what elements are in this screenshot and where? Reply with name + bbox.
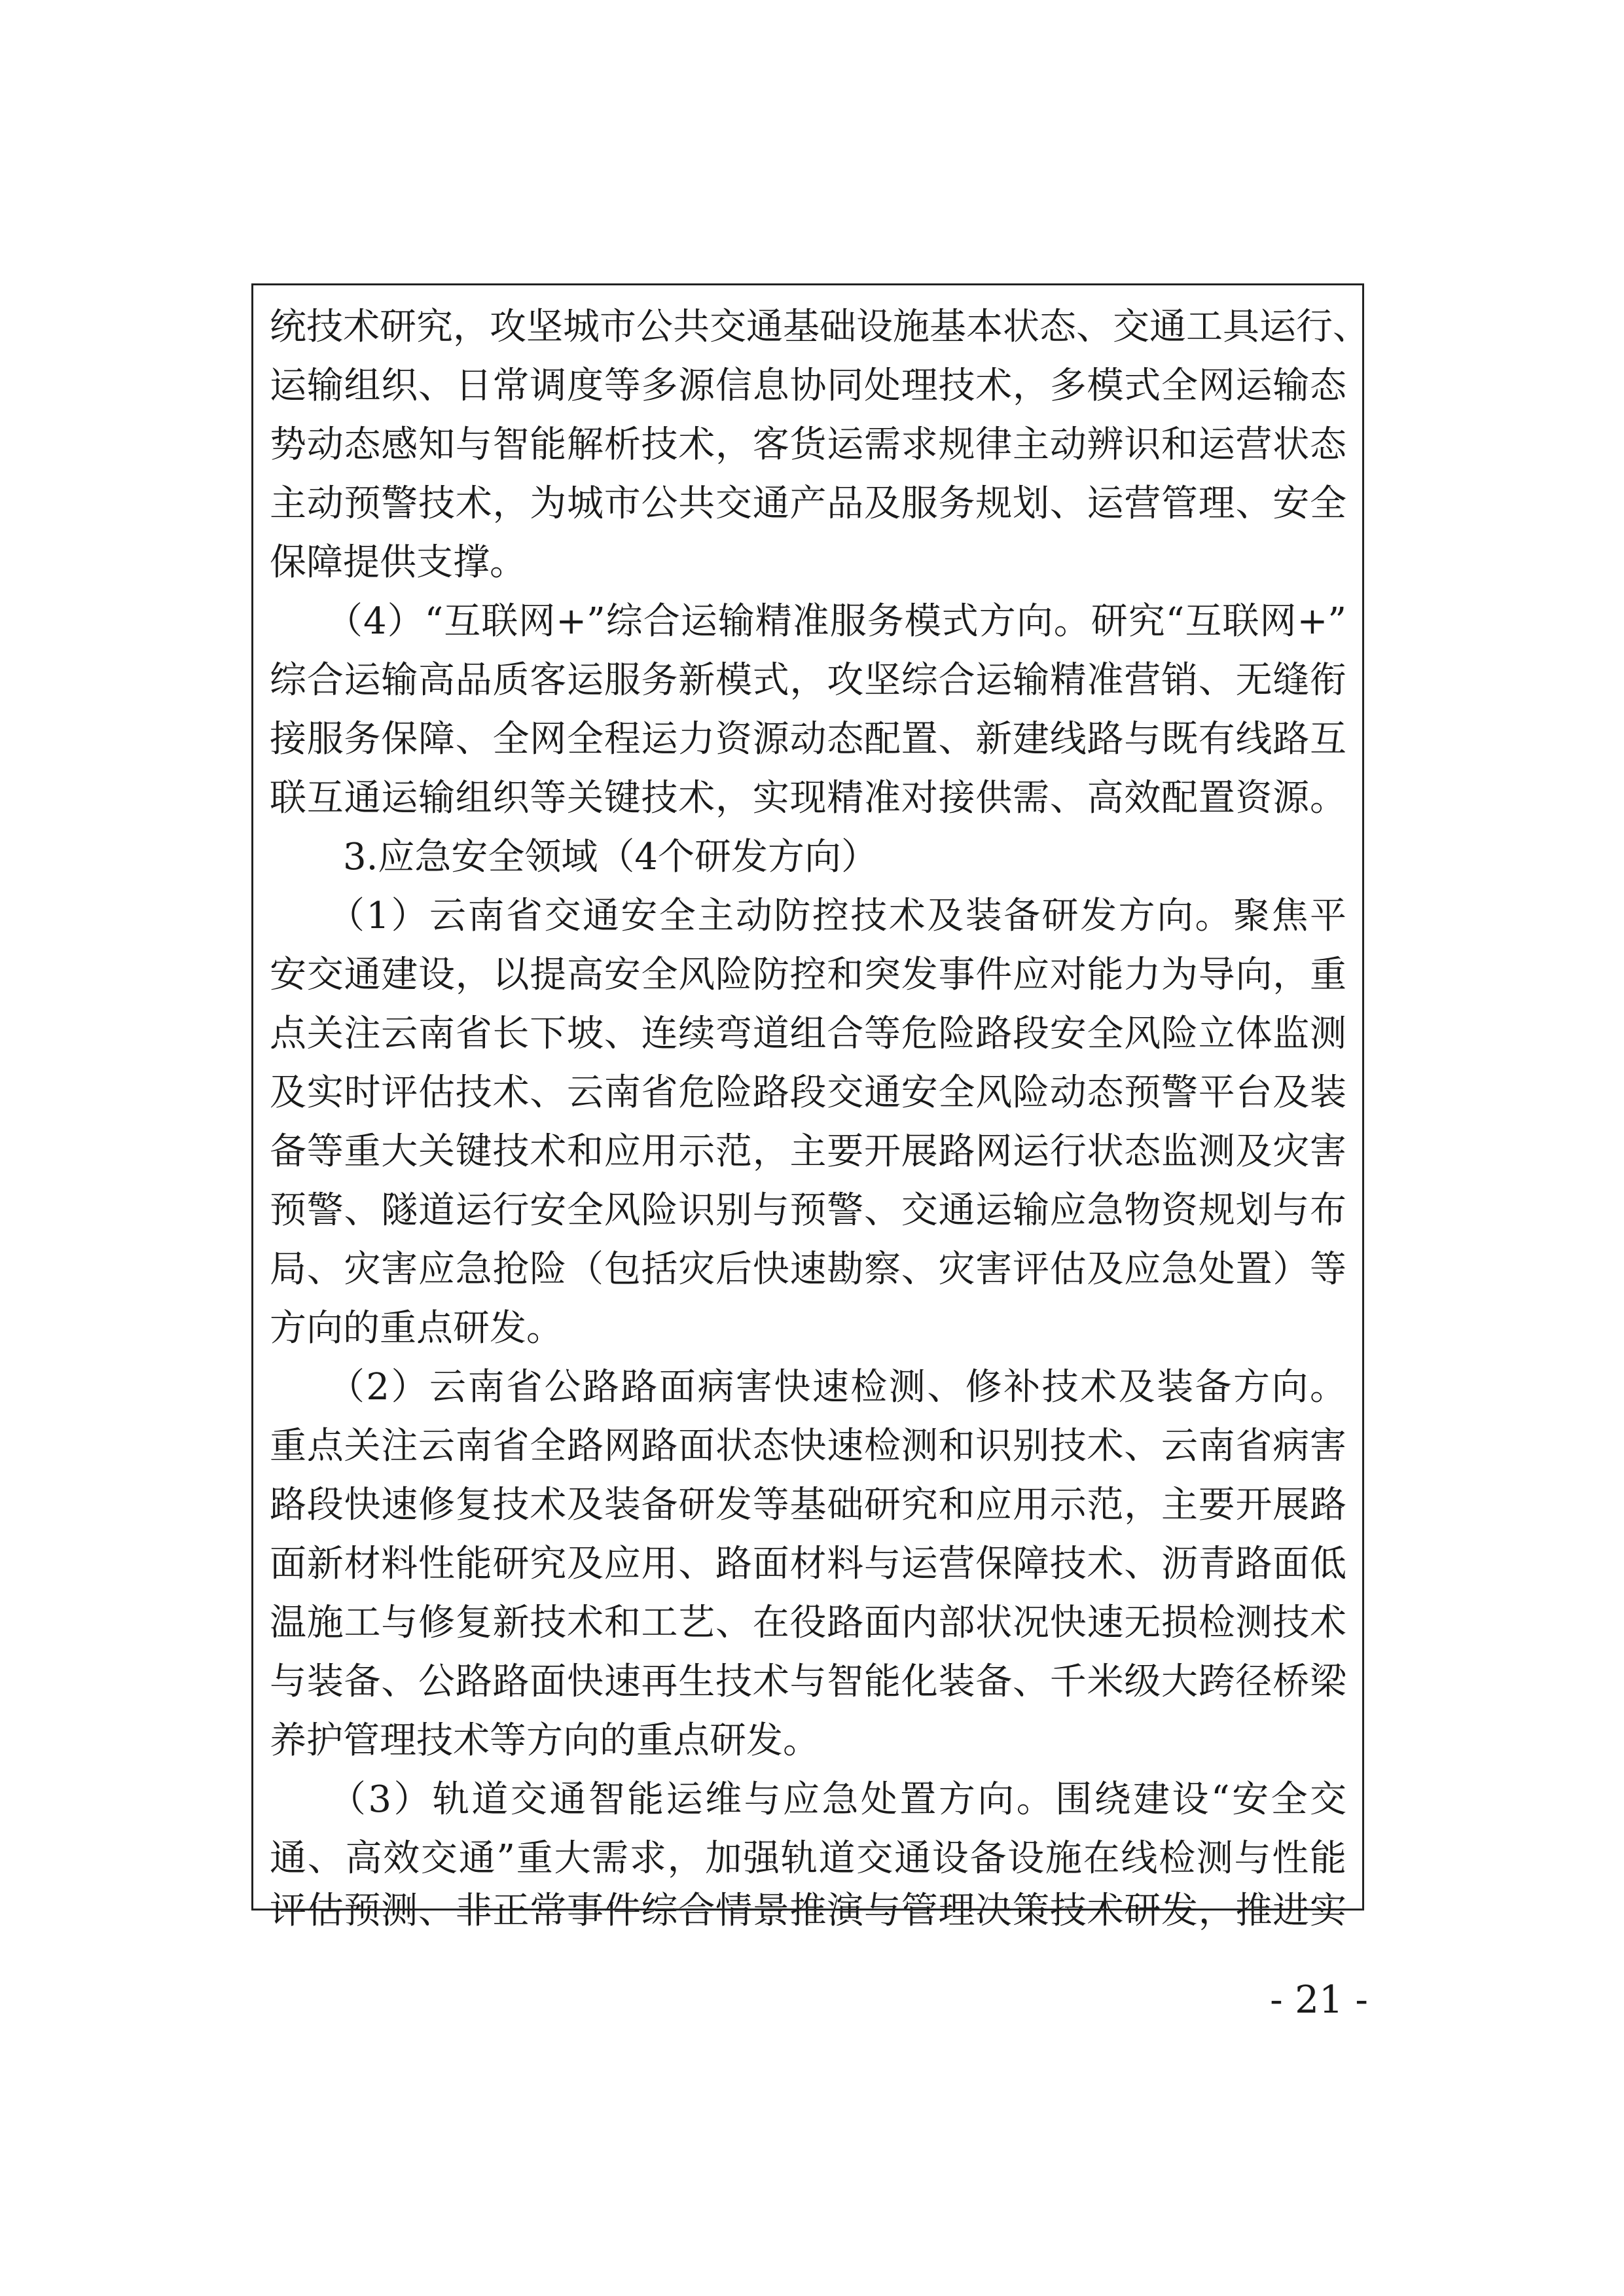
text-line: 通、高效交通”重大需求，加强轨道交通设备设施在线检测与性能 [270, 1837, 1346, 1880]
section-heading: 3.应急安全领域（4个研发方向） [270, 836, 878, 878]
text-line: 联互通运输组织等关键技术，实现精准对接供需、高效配置资源。 [270, 777, 1346, 819]
text-line: 局、灾害应急抢险（包括灾后快速勘察、灾害评估及应急处置）等 [270, 1248, 1346, 1291]
text-line: （3）轨道交通智能运维与应急处置方向。围绕建设“安全交 [270, 1778, 1346, 1821]
text-line: 及实时评估技术、云南省危险路段交通安全风险动态预警平台及装 [270, 1071, 1346, 1114]
text-line: 面新材料性能研究及应用、路面材料与运营保障技术、沥青路面低 [270, 1543, 1346, 1585]
text-line: （1）云南省交通安全主动防控技术及装备研发方向。聚焦平 [270, 895, 1346, 937]
text-line: 养护管理技术等方向的重点研发。 [270, 1719, 820, 1762]
page-number: - 21 - [1270, 1977, 1368, 2022]
text-line: 评估预测、非正常事件综合情景推演与管理决策技术研发，推进实 [270, 1890, 1346, 1932]
text-line: 运输组织、日常调度等多源信息协同处理技术，多模式全网运输态 [270, 365, 1346, 407]
text-line: 点关注云南省长下坡、连续弯道组合等危险路段安全风险立体监测 [270, 1013, 1346, 1055]
text-line: 安交通建设，以提高安全风险防控和突发事件应对能力为导向，重 [270, 954, 1346, 996]
text-line: 主动预警技术，为城市公共交通产品及服务规划、运营管理、安全 [270, 482, 1346, 525]
text-line: 方向的重点研发。 [270, 1307, 563, 1350]
text-line: （4）“互联网+”综合运输精准服务模式方向。研究“互联网+” [270, 600, 1346, 643]
text-line: 接服务保障、全网全程运力资源动态配置、新建线路与既有线路互 [270, 718, 1346, 761]
text-line: 综合运输高品质客运服务新模式，攻坚综合运输精准营销、无缝衔 [270, 659, 1346, 702]
text-line: 预警、隧道运行安全风险识别与预警、交通运输应急物资规划与布 [270, 1189, 1346, 1232]
text-line: 与装备、公路路面快速再生技术与智能化装备、千米级大跨径桥梁 [270, 1660, 1346, 1703]
text-line: 统技术研究，攻坚城市公共交通基础设施基本状态、交通工具运行、 [270, 306, 1369, 348]
text-line: 温施工与修复新技术和工艺、在役路面内部状况快速无损检测技术 [270, 1602, 1346, 1644]
text-line: 重点关注云南省全路网路面状态快速检测和识别技术、云南省病害 [270, 1425, 1346, 1467]
text-line: 备等重大关键技术和应用示范，主要开展路网运行状态监测及灾害 [270, 1130, 1346, 1173]
text-line: 保障提供支撑。 [270, 541, 526, 584]
text-line: 路段快速修复技术及装备研发等基础研究和应用示范，主要开展路 [270, 1484, 1346, 1526]
text-line: （2）云南省公路路面病害快速检测、修补技术及装备方向。 [270, 1366, 1346, 1408]
text-line: 势动态感知与智能解析技术，客货运需求规律主动辨识和运营状态 [270, 423, 1346, 466]
